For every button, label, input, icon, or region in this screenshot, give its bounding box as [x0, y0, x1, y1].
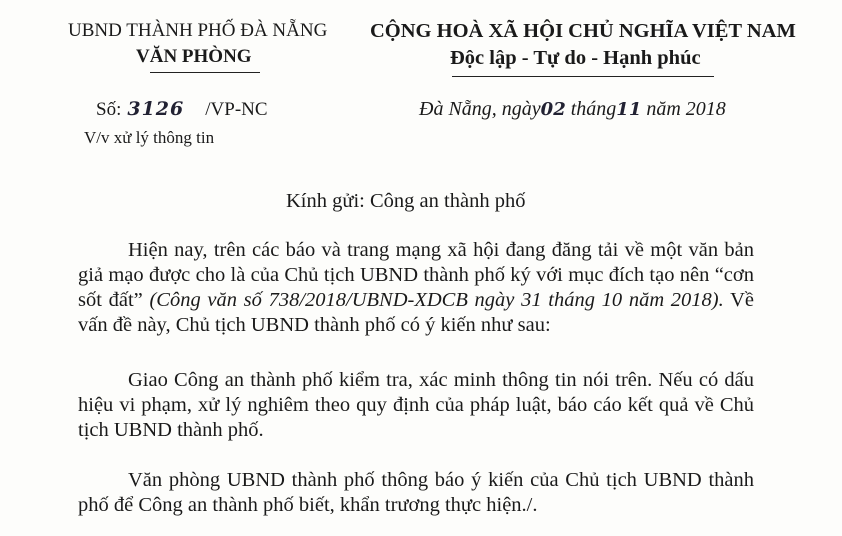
national-title: CỘNG HOÀ XÃ HỘI CHỦ NGHĨA VIỆT NAM [370, 20, 796, 42]
issuing-authority: UBND THÀNH PHỐ ĐÀ NẴNG [68, 20, 328, 41]
p1-citation: (Công văn số 738/2018/UBND-XDCB ngày 31 tháng 10 năm 2018). [149, 289, 724, 311]
national-motto: Độc lập - Tự do - Hạnh phúc [450, 47, 701, 69]
issuing-office: VĂN PHÒNG [136, 46, 252, 67]
place-date [419, 98, 726, 121]
body-paragraph-1 [78, 238, 754, 338]
p1-text-a: Hiện nay, trên các báo và trang mạng xã hội đang đăng tải về một văn bản giả mạo được cho là của Chủ tịch UBND thành phố ký với mục đích tạo nên “cơn sốt đất” [78, 239, 754, 311]
year-label: năm 2018 [646, 98, 726, 120]
number-prefix: Số: [96, 99, 122, 120]
document-number [96, 98, 268, 121]
handwritten-month: 11 [616, 99, 642, 120]
number-suffix: /VP-NC [205, 99, 268, 120]
document-subject: V/v xử lý thông tin [84, 128, 215, 147]
addressee: Kính gửi: Công an thành phố [286, 190, 526, 212]
body-paragraph-3: Văn phòng UBND thành phố thông báo ý kiến của Chủ tịch UBND thành phố để Công an thành phố biết, khẩn trương thực hiện./. [78, 469, 754, 516]
body-paragraph-2: Giao Công an thành phố kiểm tra, xác minh thông tin nói trên. Nếu có dấu hiệu vi phạm, xử lý nghiêm theo quy định của pháp luật, báo cáo kết quả về Chủ tịch UBND thành phố. [78, 369, 754, 441]
handwritten-number: 3126 [127, 98, 185, 120]
month-label: tháng [570, 98, 617, 120]
place-prefix: Đà Nẵng, ngày [419, 98, 541, 120]
handwritten-day: 02 [540, 99, 566, 120]
p1-text-b: Về vấn đề này, Chủ tịch UBND thành phố có ý kiến như sau: [78, 289, 754, 336]
office-underline [150, 72, 260, 73]
motto-underline [452, 76, 714, 77]
